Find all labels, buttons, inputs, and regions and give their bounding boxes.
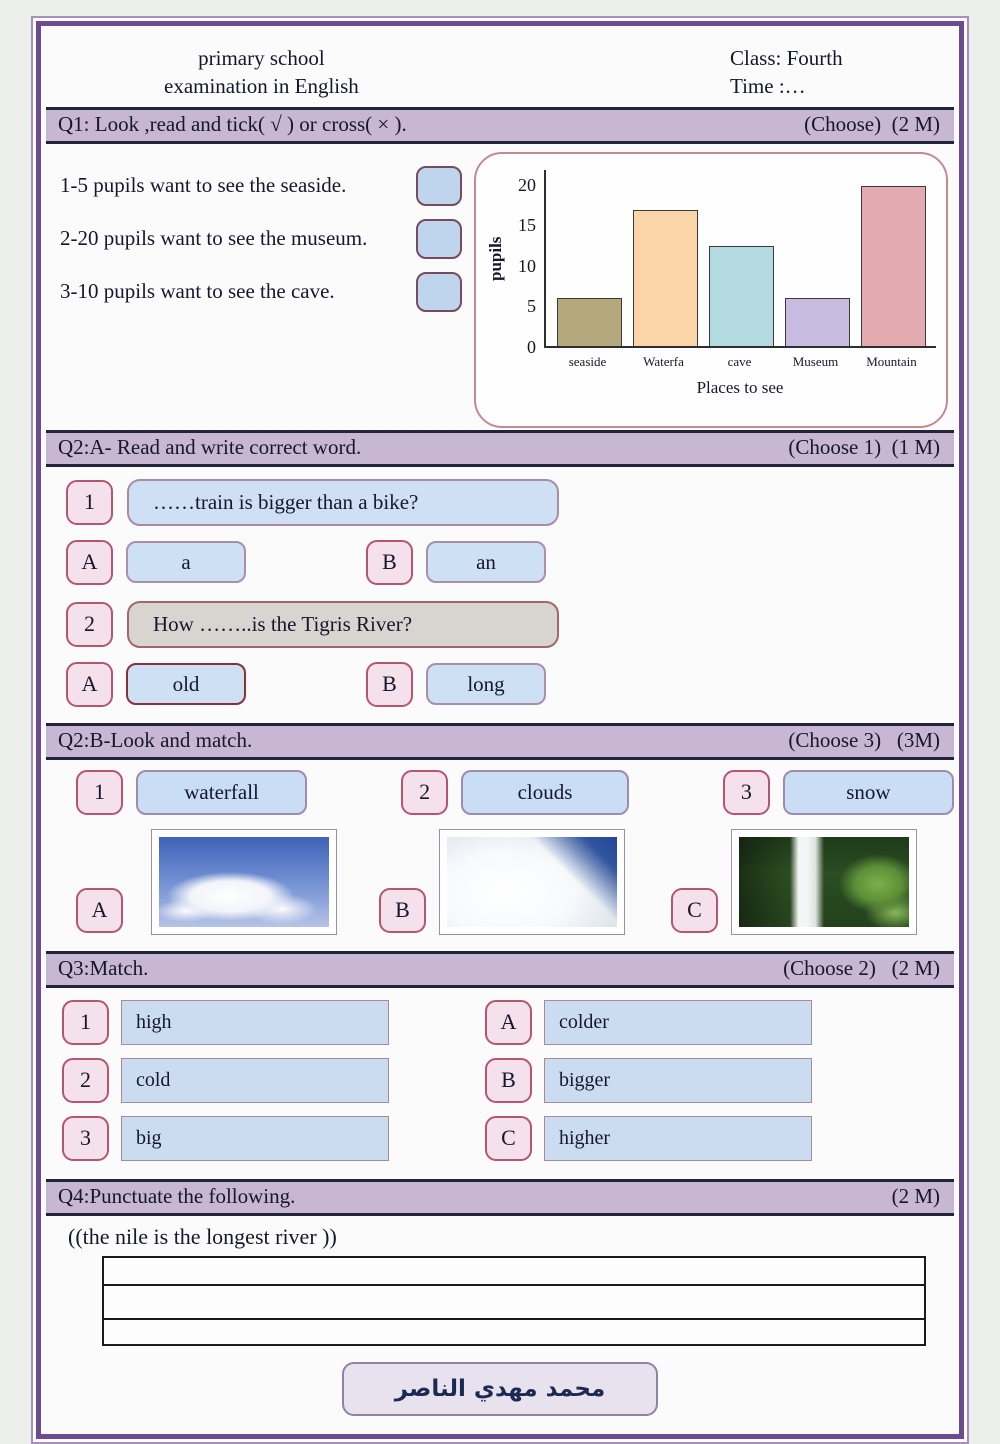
option-long-box[interactable]: long	[426, 663, 546, 705]
q1-statements	[60, 152, 462, 420]
exam-sheet-frame	[31, 16, 969, 1444]
q1-marks: (Choose) (2 M)	[804, 111, 940, 136]
q2b-marks: (Choose 3) (3M)	[788, 727, 940, 752]
x-label-waterfall: Waterfa	[643, 353, 684, 369]
q2a-item-2-options	[66, 662, 954, 707]
q3-row-3	[62, 1116, 954, 1161]
match-letter-badge: A	[485, 1000, 532, 1045]
statement-row	[60, 219, 462, 259]
x-label-mountain: Mountain	[866, 353, 917, 369]
option-an-box[interactable]: an	[426, 541, 546, 583]
word-waterfall[interactable]: waterfall	[136, 770, 307, 815]
chart-y-axis-label: pupils	[486, 236, 505, 281]
snow-photo[interactable]	[439, 829, 625, 935]
match-number-badge: 1	[62, 1000, 109, 1045]
bar-museum	[785, 298, 850, 346]
statement-row	[60, 272, 462, 312]
x-label-seaside: seaside	[568, 353, 607, 369]
q4-marks: (2 M)	[891, 1183, 940, 1208]
q3-row-2	[62, 1058, 954, 1103]
match-left-high[interactable]: high	[121, 1000, 389, 1045]
option-letter-badge: B	[366, 662, 413, 707]
option-letter-badge: A	[66, 540, 113, 585]
time-label: Time :…	[730, 74, 806, 99]
word-number-badge: 3	[723, 770, 770, 815]
answer-line-2[interactable]	[104, 1284, 924, 1318]
item-number-badge: 2	[66, 602, 113, 647]
word-snow[interactable]: snow	[783, 770, 954, 815]
y-axis-ticks: 0 5 10 15 20	[518, 174, 536, 357]
x-label-museum: Museum	[792, 353, 839, 369]
match-right-colder[interactable]: colder	[544, 1000, 812, 1045]
q2b-body	[46, 760, 954, 949]
statement-row	[60, 166, 462, 206]
q3-title-bar	[46, 951, 954, 988]
q3-title: Q3:Match.	[58, 955, 149, 980]
image-letter-badge: A	[76, 888, 123, 933]
class-label: Class: Fourth	[730, 46, 843, 70]
q3-marks: (Choose 2) (2 M)	[783, 955, 940, 980]
question-box-1: ……train is bigger than a bike?	[127, 479, 559, 526]
waterfall-photo[interactable]	[731, 829, 917, 935]
q1-body	[46, 144, 954, 428]
option-letter-badge: B	[366, 540, 413, 585]
q2b-images-row	[76, 829, 954, 935]
exam-header	[46, 32, 954, 105]
image-letter-badge: C	[671, 888, 718, 933]
exam-sheet	[36, 21, 964, 1439]
school-title-block	[164, 44, 359, 101]
match-right-bigger[interactable]: bigger	[544, 1058, 812, 1103]
exam-subject: examination in English	[164, 74, 359, 99]
bar-cave	[709, 246, 774, 346]
waterfall-image	[739, 837, 909, 927]
q2b-title: Q2:B-Look and match.	[58, 727, 253, 752]
q2a-title-bar	[46, 430, 954, 467]
item-number-badge: 1	[66, 480, 113, 525]
chart-plot-area	[544, 170, 936, 348]
image-letter-badge: B	[379, 888, 426, 933]
q2a-item-1	[66, 479, 954, 526]
answer-line-3[interactable]	[104, 1318, 924, 1344]
bar-seaside	[557, 298, 622, 346]
tick-box-3[interactable]	[416, 272, 462, 312]
q2b-words-row	[76, 770, 954, 815]
q4-title-bar	[46, 1179, 954, 1216]
match-number-badge: 2	[62, 1058, 109, 1103]
statement-1: 1-5 pupils want to see the seaside.	[60, 173, 347, 198]
chart-x-axis-title: Places to see	[696, 377, 784, 397]
bar-mountain	[861, 186, 926, 346]
q2b-title-bar	[46, 723, 954, 760]
q4-body	[46, 1216, 954, 1346]
match-left-cold[interactable]: cold	[121, 1058, 389, 1103]
tick-box-2[interactable]	[416, 219, 462, 259]
clouds-image	[159, 837, 329, 927]
bar-waterfall	[633, 210, 698, 346]
option-a-box[interactable]: a	[126, 541, 246, 583]
q4-prompt: ((the nile is the longest river ))	[68, 1223, 337, 1249]
school-name: primary school	[198, 46, 325, 70]
q3-row-1	[62, 1000, 954, 1045]
chart-x-tick-labels	[544, 354, 936, 370]
word-clouds[interactable]: clouds	[461, 770, 629, 815]
clouds-photo[interactable]	[151, 829, 337, 935]
q3-body	[46, 988, 954, 1177]
question-box-2: How ……..is the Tigris River?	[127, 601, 559, 648]
match-letter-badge: B	[485, 1058, 532, 1103]
match-letter-badge: C	[485, 1116, 532, 1161]
pupils-bar-chart	[474, 152, 948, 428]
q2a-body	[46, 467, 954, 721]
q2a-marks: (Choose 1) (1 M)	[788, 434, 940, 459]
q4-title: Q4:Punctuate the following.	[58, 1183, 296, 1208]
snow-image	[447, 837, 617, 927]
class-time-block	[730, 44, 920, 101]
q1-title-bar	[46, 107, 954, 144]
option-letter-badge: A	[66, 662, 113, 707]
q2a-title: Q2:A- Read and write correct word.	[58, 434, 362, 459]
teacher-name-box: محمد مهدي الناصر	[342, 1362, 658, 1416]
statement-2: 2-20 pupils want to see the museum.	[60, 226, 368, 251]
match-right-higher[interactable]: higher	[544, 1116, 812, 1161]
footer	[46, 1362, 954, 1434]
match-number-badge: 3	[62, 1116, 109, 1161]
x-label-cave: cave	[727, 353, 752, 369]
option-old-box[interactable]: old	[126, 663, 246, 705]
statement-3: 3-10 pupils want to see the cave.	[60, 279, 335, 304]
word-number-badge: 2	[401, 770, 448, 815]
match-left-big[interactable]: big	[121, 1116, 389, 1161]
answer-line-1[interactable]	[104, 1258, 924, 1284]
word-number-badge: 1	[76, 770, 123, 815]
answer-lines-table	[102, 1256, 926, 1346]
q1-title: Q1: Look ,read and tick( √ ) or cross( × ).	[58, 111, 407, 136]
tick-box-1[interactable]	[416, 166, 462, 206]
q2a-item-2	[66, 601, 954, 648]
q2a-item-1-options	[66, 540, 954, 585]
